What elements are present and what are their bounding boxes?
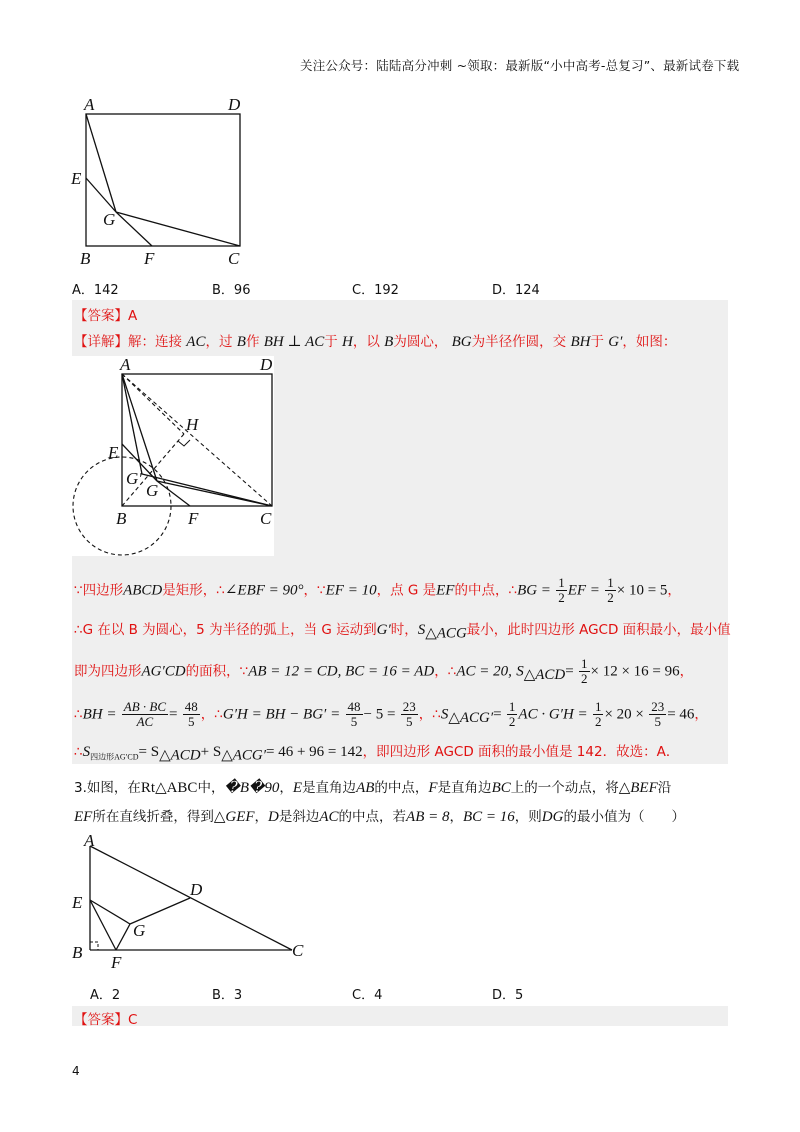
frac-num: 1 [594,699,602,714]
answer-tag: 【答案】 [74,308,128,324]
frac-num: 1 [508,699,516,714]
detail-text: ，以 [352,334,380,350]
label-B: B [80,249,91,268]
sol-text: ， [694,706,708,723]
sol-text: ∴ [74,744,83,760]
solution-line-2 [74,618,731,643]
answer-3-background [72,1006,728,1026]
solution-line-5 [74,740,679,765]
q3-option-b[interactable]: B．3 [212,988,243,1003]
math-agcd: AG′CD [141,663,186,680]
math-subscript: △ACD [159,747,201,764]
frac-den: 2 [581,671,588,686]
label-G: G [103,210,116,229]
figure-1 [66,92,266,272]
answer-2 [74,304,137,324]
math-expr: = 46 + 96 = 142 [266,744,363,760]
math-s: S [417,622,426,638]
detail-text: 于 [590,334,604,350]
q3-text: 是斜边 [278,809,320,825]
sol-text: ，∵ [303,582,326,599]
math-expr: AC · G′H = [518,706,588,723]
label-C: C [228,249,240,268]
q2-option-a[interactable]: A．142 [72,283,119,298]
detail-text: ，如图： [622,334,677,350]
label-C: C [260,509,272,528]
detail-text: 于 [324,334,338,350]
label-F: F [144,249,155,268]
label-H: H [186,415,199,434]
solution-line-4 [74,700,708,729]
q3-option-c[interactable]: C．4 [352,988,383,1003]
math-expr: + S [200,744,222,760]
sol-text: ， [679,663,694,680]
q3-option-d[interactable]: D．5 [492,988,524,1003]
q3-text: 所在直线折叠，得到 [92,809,214,825]
math-expr: × 12 × 16 = 96 [590,663,680,680]
sol-text: ，即四边形 AGCD 面积的最小值是 142．故选：A． [362,744,680,760]
math-bef: △BEF [618,780,658,796]
label-G: G [133,921,146,940]
frac-den: 2 [594,714,602,729]
q3-text: 上的一个动点，将 [510,780,619,796]
page-number: 4 [72,1064,80,1078]
frac-num: 1 [607,575,614,590]
detail-text: 为圆心， [393,334,448,350]
header-note: 关注公众号：陆陆高分冲刺 ~领取：最新版“小中高考-总复习”、最新试卷下载 [300,58,740,73]
label-D: D [260,356,273,374]
figure-3 [66,830,316,972]
label-B: B [72,943,83,962]
label-A: A [84,831,95,850]
label-E: E [108,443,119,462]
math-expr: × 10 = 5 [616,582,668,599]
sol-text: ， [667,582,681,599]
frac-den: 2 [558,590,565,605]
math-s: S [516,663,524,680]
math-b: B [384,334,394,350]
label-E: E [71,169,82,188]
sol-text: ，∴ [434,663,457,680]
fraction [346,700,363,729]
frac-num: 23 [651,699,665,714]
math-ef: EF [436,582,455,599]
math-s: S [440,706,449,723]
q2-option-c[interactable]: C．192 [352,283,399,298]
q3-options [72,984,732,1004]
frac-den: AC [136,714,154,729]
sol-text: ∴G 在以 B 为圆心，5 为半径的弧上，当 G 运动到 [74,622,377,638]
sol-text: 即为四边形 [74,663,142,680]
detail-intro [74,330,676,351]
label-E: E [72,893,83,912]
math-bc: BC [491,780,511,796]
q3-text: 中， [197,780,225,796]
math-expr: = S [138,744,160,760]
fraction [122,700,168,729]
frac-num: 48 [184,699,198,714]
q3-text: 是直角边 [302,780,357,796]
math-expr: − 5 = [363,706,396,723]
math-expr: = [169,706,178,723]
q3-text: 沿 [657,780,672,796]
sol-text: 的面积，∵ [185,663,249,680]
q3-line-2 [74,805,685,826]
math-bh-perp-ac: BH ⊥ AC [263,334,325,350]
frac-num: 48 [347,699,361,714]
q2-option-b[interactable]: B．96 [212,283,251,298]
frac-den: 5 [405,714,413,729]
frac-den: 2 [508,714,516,729]
answer-value: A [128,308,138,324]
q3-text: ，则 [514,809,542,825]
math-expr: = [565,663,574,680]
math-ef: EF = 10 [325,582,377,599]
q3-text: 3.如图，在 [74,780,141,796]
sol-text: ，∴ [200,706,223,723]
math-s: S [82,744,91,760]
detail-text: 解：连接 [128,334,182,350]
sol-text: 时， [390,622,418,638]
label-D: D [228,95,241,114]
math-expr: = 46 [667,706,695,723]
q3-option-a[interactable]: A．2 [90,988,121,1003]
math-gprime: G′ [608,334,623,350]
q3-text: ， [449,809,463,825]
q3-text: ， [279,780,293,796]
math-h: H [342,334,353,350]
math-ac: AC = 20, [456,663,512,680]
label-B: B [116,509,127,528]
math-b: B [236,334,246,350]
math-subscript: △ACD [523,667,566,684]
sol-text: 的中点，∴ [454,582,518,599]
math-bg: BG = [517,582,551,599]
math-gef: △GEF [213,809,255,825]
answer-tag: 【答案】 [74,1012,128,1028]
fraction [507,700,518,729]
q3-text: 的中点， [374,780,429,796]
figure-2 [72,356,274,556]
sol-text: ，∴ [418,706,441,723]
fraction [183,700,200,729]
sol-text: 最小，此时四边形 AGCD 面积最小，最小值 [466,622,731,638]
label-D: D [190,880,203,899]
frac-num: AB · BC [123,699,167,714]
math-bh: BH [570,334,591,350]
solution-line-1 [74,576,681,605]
math-angle-b: �B�90 [224,780,280,796]
label-G-prime: G′ [126,469,142,488]
math-ac: AC [186,334,206,350]
math-ab: AB = 8 [406,809,450,825]
math-rt-abc: Rt△ABC [140,780,198,796]
frac-den: 2 [607,590,614,605]
fraction [579,657,590,686]
math-subscript: △ACG′ [448,710,494,727]
sol-text: ∵四边形 [74,582,124,599]
q2-options [72,279,732,299]
solution-line-3 [74,657,693,686]
math-expr: AB = 12 = CD, BC = 16 = AD [248,663,435,680]
math-ab: AB [356,780,375,796]
label-G: G [146,481,159,500]
label-F: F [111,953,122,972]
math-expr: × 20 × [604,706,644,723]
q2-option-d[interactable]: D．124 [492,283,540,298]
math-bh: BH = [82,706,117,723]
fraction [556,576,567,605]
detail-text: 作 [245,334,260,350]
sol-text: ∴ [74,706,83,723]
label-F: F [188,509,199,528]
frac-den: 5 [350,714,358,729]
label-A: A [120,356,131,374]
q3-text: 的最小值为（ ） [563,809,685,825]
detail-tag: 【详解】 [74,334,128,350]
math-d: D [268,809,279,825]
math-ef: EF [74,809,93,825]
frac-num: 1 [558,575,565,590]
answer-3 [74,1008,137,1028]
math-bc: BC = 16 [463,809,515,825]
math-expr: = [493,706,502,723]
math-f: F [428,780,438,796]
math-subscript: △ACG′ [221,747,267,764]
math-angle-ebf: ∠EBF = 90° [224,582,304,599]
sol-text: 是矩形，∴ [162,582,225,599]
math-e: E [292,780,303,796]
label-A: A [84,95,95,114]
label-C: C [292,941,304,960]
detail-text: 为半径作圆，交 [471,334,567,350]
math-abcd: ABCD [123,582,163,599]
q3-text: ， [254,809,269,825]
math-bg: BG [451,334,472,350]
math-ac: AC [319,809,339,825]
math-dg: DG [541,809,564,825]
fraction [649,700,666,729]
detail-text: ，过 [205,334,233,350]
frac-num: 1 [581,656,588,671]
frac-den: 5 [654,714,661,729]
math-gprime: G′ [376,622,391,638]
fraction [401,700,418,729]
math-ef: EF = [567,582,600,599]
q3-text: 的中点，若 [338,809,407,825]
fraction [593,700,604,729]
math-subscript: △ACG [425,625,467,642]
sol-text: ，点 G 是 [376,582,437,599]
math-subscript: 四边形AG′CD [90,752,139,762]
frac-num: 23 [402,699,416,714]
answer-value: C [128,1012,138,1028]
frac-den: 5 [188,714,195,729]
q3-line-1 [74,776,671,797]
fraction [605,576,616,605]
q3-text: 是直角边 [437,780,492,796]
math-gh: G′H = BH − BG′ = [222,706,341,723]
